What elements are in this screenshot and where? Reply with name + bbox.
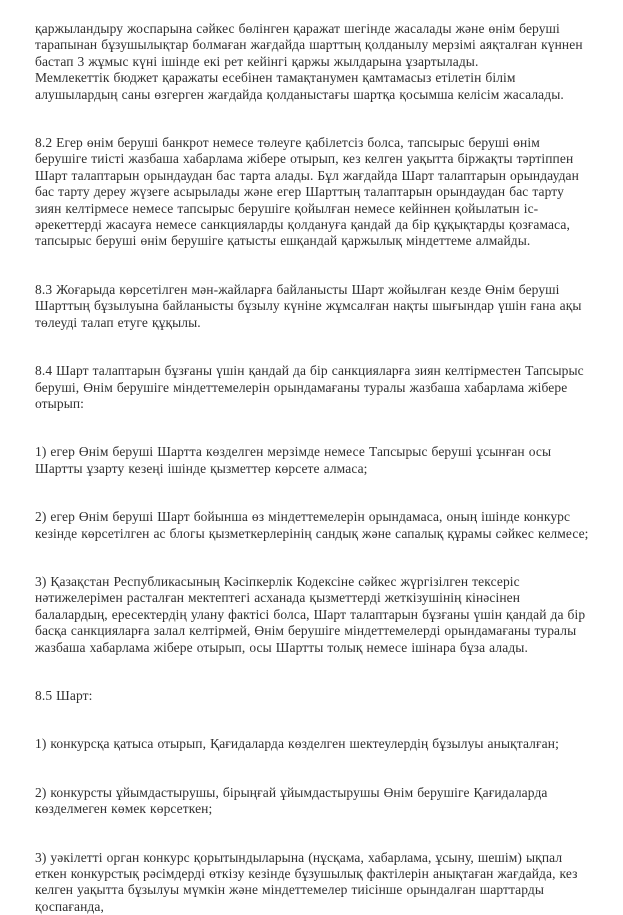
paragraph-clause-8-5: 8.5 Шарт: bbox=[35, 687, 93, 703]
paragraph-clause-8-5-item-3: 3) уәкілетті орган конкурс қорытындыларына (нұсқама, хабарлама, ұсыну, шешім) ықпал еткен конкурстық рәсімдерді өткізу кезінде бұзушылық фактілерін анықтаған жағдайда, кез келген уақытта бұзылуы мүмкін және міндеттемелер тиісінше орындалған шарттарды қоспағанда, bbox=[35, 849, 578, 914]
paragraph-clause-8-1-continuation: қаржыландыру жоспарына сәйкес бөлінген қаражат шегінде жасалады және өнім беруші тарапынан бұзушылықтар болмаған жағдайда шарттың қолданылу мерзімі аяқталған күннен бастап 3 жұмыс күні ішінде екі рет кейінгі қаржы жылдарына ұзартылады. bbox=[35, 21, 583, 69]
paragraph-clause-8-4: 8.4 Шарт талаптарын бұзғаны үшін қандай да бір санкцияларға зиян келтірместен Тапсырыс беруші, Өнім берушіге міндеттемелерін орындамағаны туралы жазбаша хабарлама жібере отырып: bbox=[35, 363, 584, 411]
paragraph-clause-8-4-item-3: 3) Қазақстан Республикасының Кәсіпкерлік Кодексіне сәйкес жүргізілген тексеріс нәтижелерімен расталған мектептегі асханада қызметтерді жеткізушінің кінәсінен балалардың, ересектердің улану фактісі болса, Шарт талаптарын бұзғаны үшін қандай да бір басқа санкцияларға залал келтірмей, Өнім берушіге міндеттемелерді орындамағаны туралы жазбаша хабарлама жібере отырып, осы Шартты толық немесе ішінара бұза алады. bbox=[35, 573, 586, 655]
paragraph-clause-8-2: 8.2 Егер өнім беруші банкрот немесе төлеуге қабілетсіз болса, тапсырыс беруші өнім берушіге тиісті жазбаша хабарлама жібере отырып, кез келген уақытта біржақты тәртіппен Шарт талаптарын орындаудан бас тарта алады. Бұл жағдайда Шарт талаптарын орындаудан бас тарту дереу жүзеге асырылады және егер Шарттың талаптарын орындаудан бас тарту зиян келтірмесе немесе тапсырыс берушіге қойылған немесе кейіннен қойылатын іс-әрекеттерді жасауға немесе санкцияларды қолдануға қандай да бір құқықтарды қозғамаса, тапсырыс беруші өнім берушіге қатысты ешқандай қаржылық міндеттеме алмайды. bbox=[35, 135, 579, 249]
paragraph-state-budget-addendum: Мемлекеттік бюджет қаражаты есебінен тамақтанумен қамтамасыз етілетін білім алушылардың саны өзгерген жағдайда қолданыстағы шартқа қосымша келісім жасалады. bbox=[35, 70, 564, 102]
paragraph-clause-8-4-item-1: 1) егер Өнім беруші Шартта көзделген мерзімде немесе Тапсырыс беруші ұсынған осы Шартты ұзарту кезеңі ішінде қызметтер көрсете алмаса; bbox=[35, 444, 552, 476]
paragraph-clause-8-3: 8.3 Жоғарыда көрсетілген мән-жайларға байланысты Шарт жойылған кезде Өнім беруші Шарттың бұзылуына байланысты бұзылу күніне жұмсалған нақты шығындар үшін ғана ақы төлеуді талап етуге құқылы. bbox=[35, 281, 582, 330]
paragraph-clause-8-5-item-2: 2) конкурсты ұйымдастырушы, бірыңғай ұйымдастырушы Өнім берушіге Қағидаларда көзделмеген көмек көрсеткен; bbox=[35, 784, 548, 817]
paragraph-clause-8-5-item-1: 1) конкурсқа қатыса отырып, Қағидаларда көзделген шектеулердің бұзылуы анықталған; bbox=[35, 736, 559, 752]
paragraph-clause-8-4-item-2: 2) егер Өнім беруші Шарт бойынша өз міндеттемелерін орындамаса, оның ішінде конкурс кезінде көрсетілген ас блогы қызметкерлерінің сандық және сапалық құрамы сәйкес келмесе; bbox=[35, 509, 589, 541]
